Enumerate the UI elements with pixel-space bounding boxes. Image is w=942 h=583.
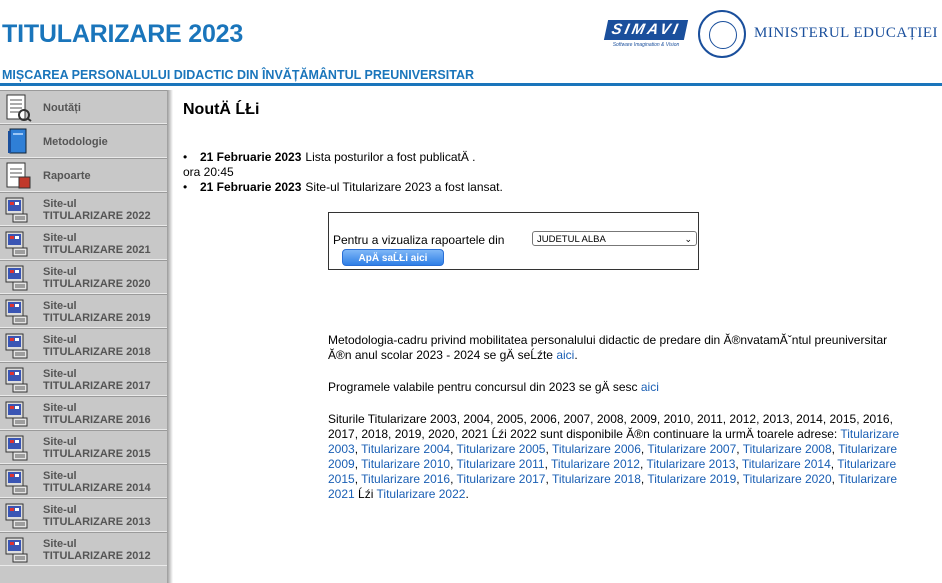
metodologie-text: Metodologia-cadru privind mobilitatea personalului didactic de predare din Ă®nvatamĂˇntul preuniversitar Ă®n anul scolar 2023 - 2024 se gÄ seĹźte bbox=[328, 333, 888, 362]
computer-icon bbox=[3, 433, 33, 462]
sidebar-item-line1: Site-ul bbox=[43, 266, 77, 278]
news-text: Lista posturilor a fost publicatÄ . bbox=[305, 150, 476, 164]
book-icon bbox=[3, 127, 33, 156]
sidebar-item-line1: Site-ul bbox=[43, 300, 77, 312]
report-selector-label: Pentru a vizualiza rapoartele din bbox=[333, 233, 505, 247]
government-seal-icon bbox=[698, 10, 746, 58]
programe-paragraph bbox=[328, 380, 913, 395]
titularizare-site-link[interactable]: Titularizare 2022 bbox=[376, 487, 466, 501]
computer-icon bbox=[3, 535, 33, 564]
sidebar-item-line1: Site-ul bbox=[43, 538, 77, 550]
sidebar-item[interactable] bbox=[0, 464, 167, 498]
news-item bbox=[183, 150, 803, 165]
news-extra bbox=[183, 165, 803, 180]
sidebar bbox=[0, 90, 171, 583]
programe-link[interactable]: aici bbox=[640, 380, 659, 394]
sidebar-item-label: Metodologie bbox=[43, 136, 108, 148]
sidebar-item-line2: TITULARIZARE 2018 bbox=[43, 346, 151, 358]
document-icon bbox=[3, 93, 33, 122]
titularizare-site-link[interactable]: Titularizare 2011 bbox=[456, 457, 545, 471]
report-selector-panel bbox=[328, 212, 699, 270]
county-select[interactable] bbox=[532, 231, 697, 246]
sidebar-item-line2: TITULARIZARE 2022 bbox=[43, 210, 151, 222]
sidebar-item-label: Rapoarte bbox=[43, 170, 91, 182]
sidebar-item-line2: TITULARIZARE 2020 bbox=[43, 278, 151, 290]
computer-icon bbox=[3, 331, 33, 360]
titularizare-site-link[interactable]: Titularizare 2018 bbox=[551, 472, 641, 486]
titularizare-site-link[interactable]: Titularizare 2016 bbox=[361, 472, 451, 486]
titularizare-site-link[interactable]: Titularizare 2004 bbox=[361, 442, 451, 456]
news-item bbox=[183, 180, 803, 195]
sidebar-item[interactable] bbox=[0, 498, 167, 532]
sidebar-item-line1: Site-ul bbox=[43, 198, 77, 210]
sidebar-item-label bbox=[43, 300, 151, 324]
computer-icon bbox=[3, 229, 33, 258]
sidebar-item-line2: TITULARIZARE 2014 bbox=[43, 482, 151, 494]
titularizare-site-link[interactable]: Titularizare 2006 bbox=[551, 442, 641, 456]
computer-icon bbox=[3, 263, 33, 292]
news-time: ora 20:45 bbox=[183, 165, 234, 179]
metodologie-link[interactable]: aici bbox=[556, 348, 575, 362]
titularizare-site-link[interactable]: Titularizare 2015 bbox=[328, 457, 897, 486]
titularizare-site-link[interactable]: Titularizare 2005 bbox=[456, 442, 546, 456]
sidebar-item[interactable] bbox=[0, 328, 167, 362]
news-date: 21 Februarie 2023 bbox=[200, 150, 302, 164]
sidebar-item-line1: Site-ul bbox=[43, 368, 77, 380]
sidebar-item-label bbox=[43, 436, 151, 460]
computer-icon bbox=[3, 399, 33, 428]
titularizare-site-link[interactable]: Titularizare 2008 bbox=[742, 442, 832, 456]
news-list bbox=[183, 150, 803, 195]
titularizare-site-link[interactable]: Titularizare 2014 bbox=[741, 457, 831, 471]
sidebar-item[interactable] bbox=[0, 90, 167, 124]
sidebar-item-label bbox=[43, 470, 151, 494]
subtitle-divider bbox=[0, 83, 942, 86]
sidebar-item-label bbox=[43, 402, 151, 426]
computer-icon bbox=[3, 297, 33, 326]
computer-icon bbox=[3, 501, 33, 530]
sidebar-item[interactable] bbox=[0, 226, 167, 260]
news-text: Site-ul Titularizare 2023 a fost lansat. bbox=[305, 180, 503, 194]
view-reports-button[interactable]: ApÄ saĹŁi aici bbox=[342, 249, 444, 266]
sidebar-item-line1: Site-ul bbox=[43, 334, 77, 346]
ministry-name[interactable]: MINISTERUL EDUCAȚIEI bbox=[754, 25, 939, 41]
sites-text: Siturile Titularizare 2003, 2004, 2005, 2006, 2007, 2008, 2009, 2010, 2011, 2012, 2013, 2014, 2015, 2016, 2017, 2018, 2019, 2020, 2021 Ĺźi 2022 sunt disponibile Ă®n continuare la urmÄ toarele adrese: bbox=[328, 412, 893, 441]
sidebar-item-label bbox=[43, 266, 151, 290]
news-date: 21 Februarie 2023 bbox=[200, 180, 302, 194]
report-icon bbox=[3, 161, 33, 190]
sidebar-item-label: Noutăți bbox=[43, 102, 81, 114]
sidebar-item-line2: TITULARIZARE 2012 bbox=[43, 550, 151, 562]
programe-text: Programele valabile pentru concursul din 2023 se gÄ sesc bbox=[328, 380, 638, 394]
titularizare-site-link[interactable]: Titularizare 2017 bbox=[456, 472, 546, 486]
sidebar-item-line2: TITULARIZARE 2016 bbox=[43, 414, 151, 426]
titularizare-site-link[interactable]: Titularizare 2012 bbox=[551, 457, 640, 471]
computer-icon bbox=[3, 365, 33, 394]
sidebar-item[interactable] bbox=[0, 430, 167, 464]
sidebar-item[interactable] bbox=[0, 260, 167, 294]
titularizare-site-link[interactable]: Titularizare 2021 bbox=[328, 472, 898, 501]
header bbox=[0, 0, 942, 68]
computer-icon bbox=[3, 195, 33, 224]
sidebar-item-label bbox=[43, 504, 151, 528]
sidebar-item-label bbox=[43, 198, 151, 222]
sidebar-item[interactable] bbox=[0, 362, 167, 396]
sidebar-item[interactable] bbox=[0, 396, 167, 430]
chevron-down-icon: ⌄ bbox=[684, 234, 692, 244]
main-content bbox=[174, 90, 942, 583]
page-title: NoutÄ ĹŁi bbox=[183, 101, 260, 118]
sidebar-item-label bbox=[43, 538, 151, 562]
sidebar-item-label bbox=[43, 368, 151, 392]
sidebar-item[interactable] bbox=[0, 294, 167, 328]
sidebar-item[interactable] bbox=[0, 158, 167, 192]
titularizare-site-link[interactable]: Titularizare 2013 bbox=[646, 457, 736, 471]
sidebar-item-line1: Site-ul bbox=[43, 402, 77, 414]
simavi-logo[interactable] bbox=[606, 20, 686, 50]
bullet: • bbox=[183, 150, 188, 164]
sidebar-item-label bbox=[43, 232, 151, 256]
sidebar-item[interactable] bbox=[0, 532, 167, 566]
simavi-tagline: Software Imagination & Vision bbox=[612, 42, 680, 48]
titularizare-site-link[interactable]: Titularizare 2019 bbox=[647, 472, 737, 486]
site-title[interactable]: TITULARIZARE 2023 bbox=[2, 20, 244, 48]
sidebar-item-line2: TITULARIZARE 2021 bbox=[43, 244, 151, 256]
sidebar-item-line1: Site-ul bbox=[43, 436, 77, 448]
sidebar-edge bbox=[167, 90, 173, 583]
metodologie-paragraph: Metodologia-cadru privind mobilitatea personalului didactic de predare din Ă®nvatamĂˇntul preuniversitar Ă®n anul scolar 2023 - 2024 se gÄ seĹźte aici. bbox=[328, 333, 888, 362]
sidebar-item-line1: Site-ul bbox=[43, 504, 77, 516]
titularizare-site-link[interactable]: Titularizare 2003 bbox=[328, 427, 900, 456]
sidebar-item-line1: Site-ul bbox=[43, 232, 77, 244]
computer-icon bbox=[3, 467, 33, 496]
titularizare-site-link[interactable]: Titularizare 2010 bbox=[361, 457, 451, 471]
titularizare-site-link[interactable]: Titularizare 2007 bbox=[647, 442, 737, 456]
sidebar-item-line2: TITULARIZARE 2017 bbox=[43, 380, 151, 392]
subtitle-text: MIȘCAREA PERSONALULUI DIDACTIC DIN ÎNVĂȚĂMÂNTUL PREUNIVERSITAR bbox=[2, 68, 474, 82]
titularizare-site-link[interactable]: Titularizare 2020 bbox=[742, 472, 832, 486]
county-select-value: JUDETUL ALBA bbox=[537, 234, 606, 245]
sidebar-item[interactable] bbox=[0, 192, 167, 226]
sidebar-item-line2: TITULARIZARE 2015 bbox=[43, 448, 151, 460]
sidebar-item-line2: TITULARIZARE 2013 bbox=[43, 516, 151, 528]
sidebar-item-line1: Site-ul bbox=[43, 470, 77, 482]
bullet: • bbox=[183, 180, 188, 194]
sidebar-item-label bbox=[43, 334, 151, 358]
sidebar-item[interactable] bbox=[0, 124, 167, 158]
titularizare-site-link[interactable]: Titularizare 2009 bbox=[328, 442, 898, 471]
simavi-logo-text: SIMAVI bbox=[604, 20, 688, 40]
sidebar-item-line2: TITULARIZARE 2019 bbox=[43, 312, 151, 324]
and-text: Ĺźi bbox=[358, 487, 374, 501]
sites-paragraph: Siturile Titularizare 2003, 2004, 2005, 2006, 2007, 2008, 2009, 2010, 2011, 2012, 2013, 2014, 2015, 2016, 2017, 2018, 2019, 2020, 2021 Ĺźi 2022 sunt disponibile Ă®n continuare la urmÄ toarele adrese: Titularizare 2003, Titularizare 2004, Titularizare 2005, Titularizare 2006, Titularizare 2007, Titularizare 2008, Titularizare 2009, Titularizare 2010, Titularizare 2011, Titularizare 2012, Titularizare 2013, Titularizare 2014, Titularizare 2015, Titularizare 2016, Titularizare 2017, Titularizare 2018, Titularizare 2019, Titularizare 2020, Titularizare 2021 Ĺźi Titularizare 2022. bbox=[328, 412, 900, 501]
